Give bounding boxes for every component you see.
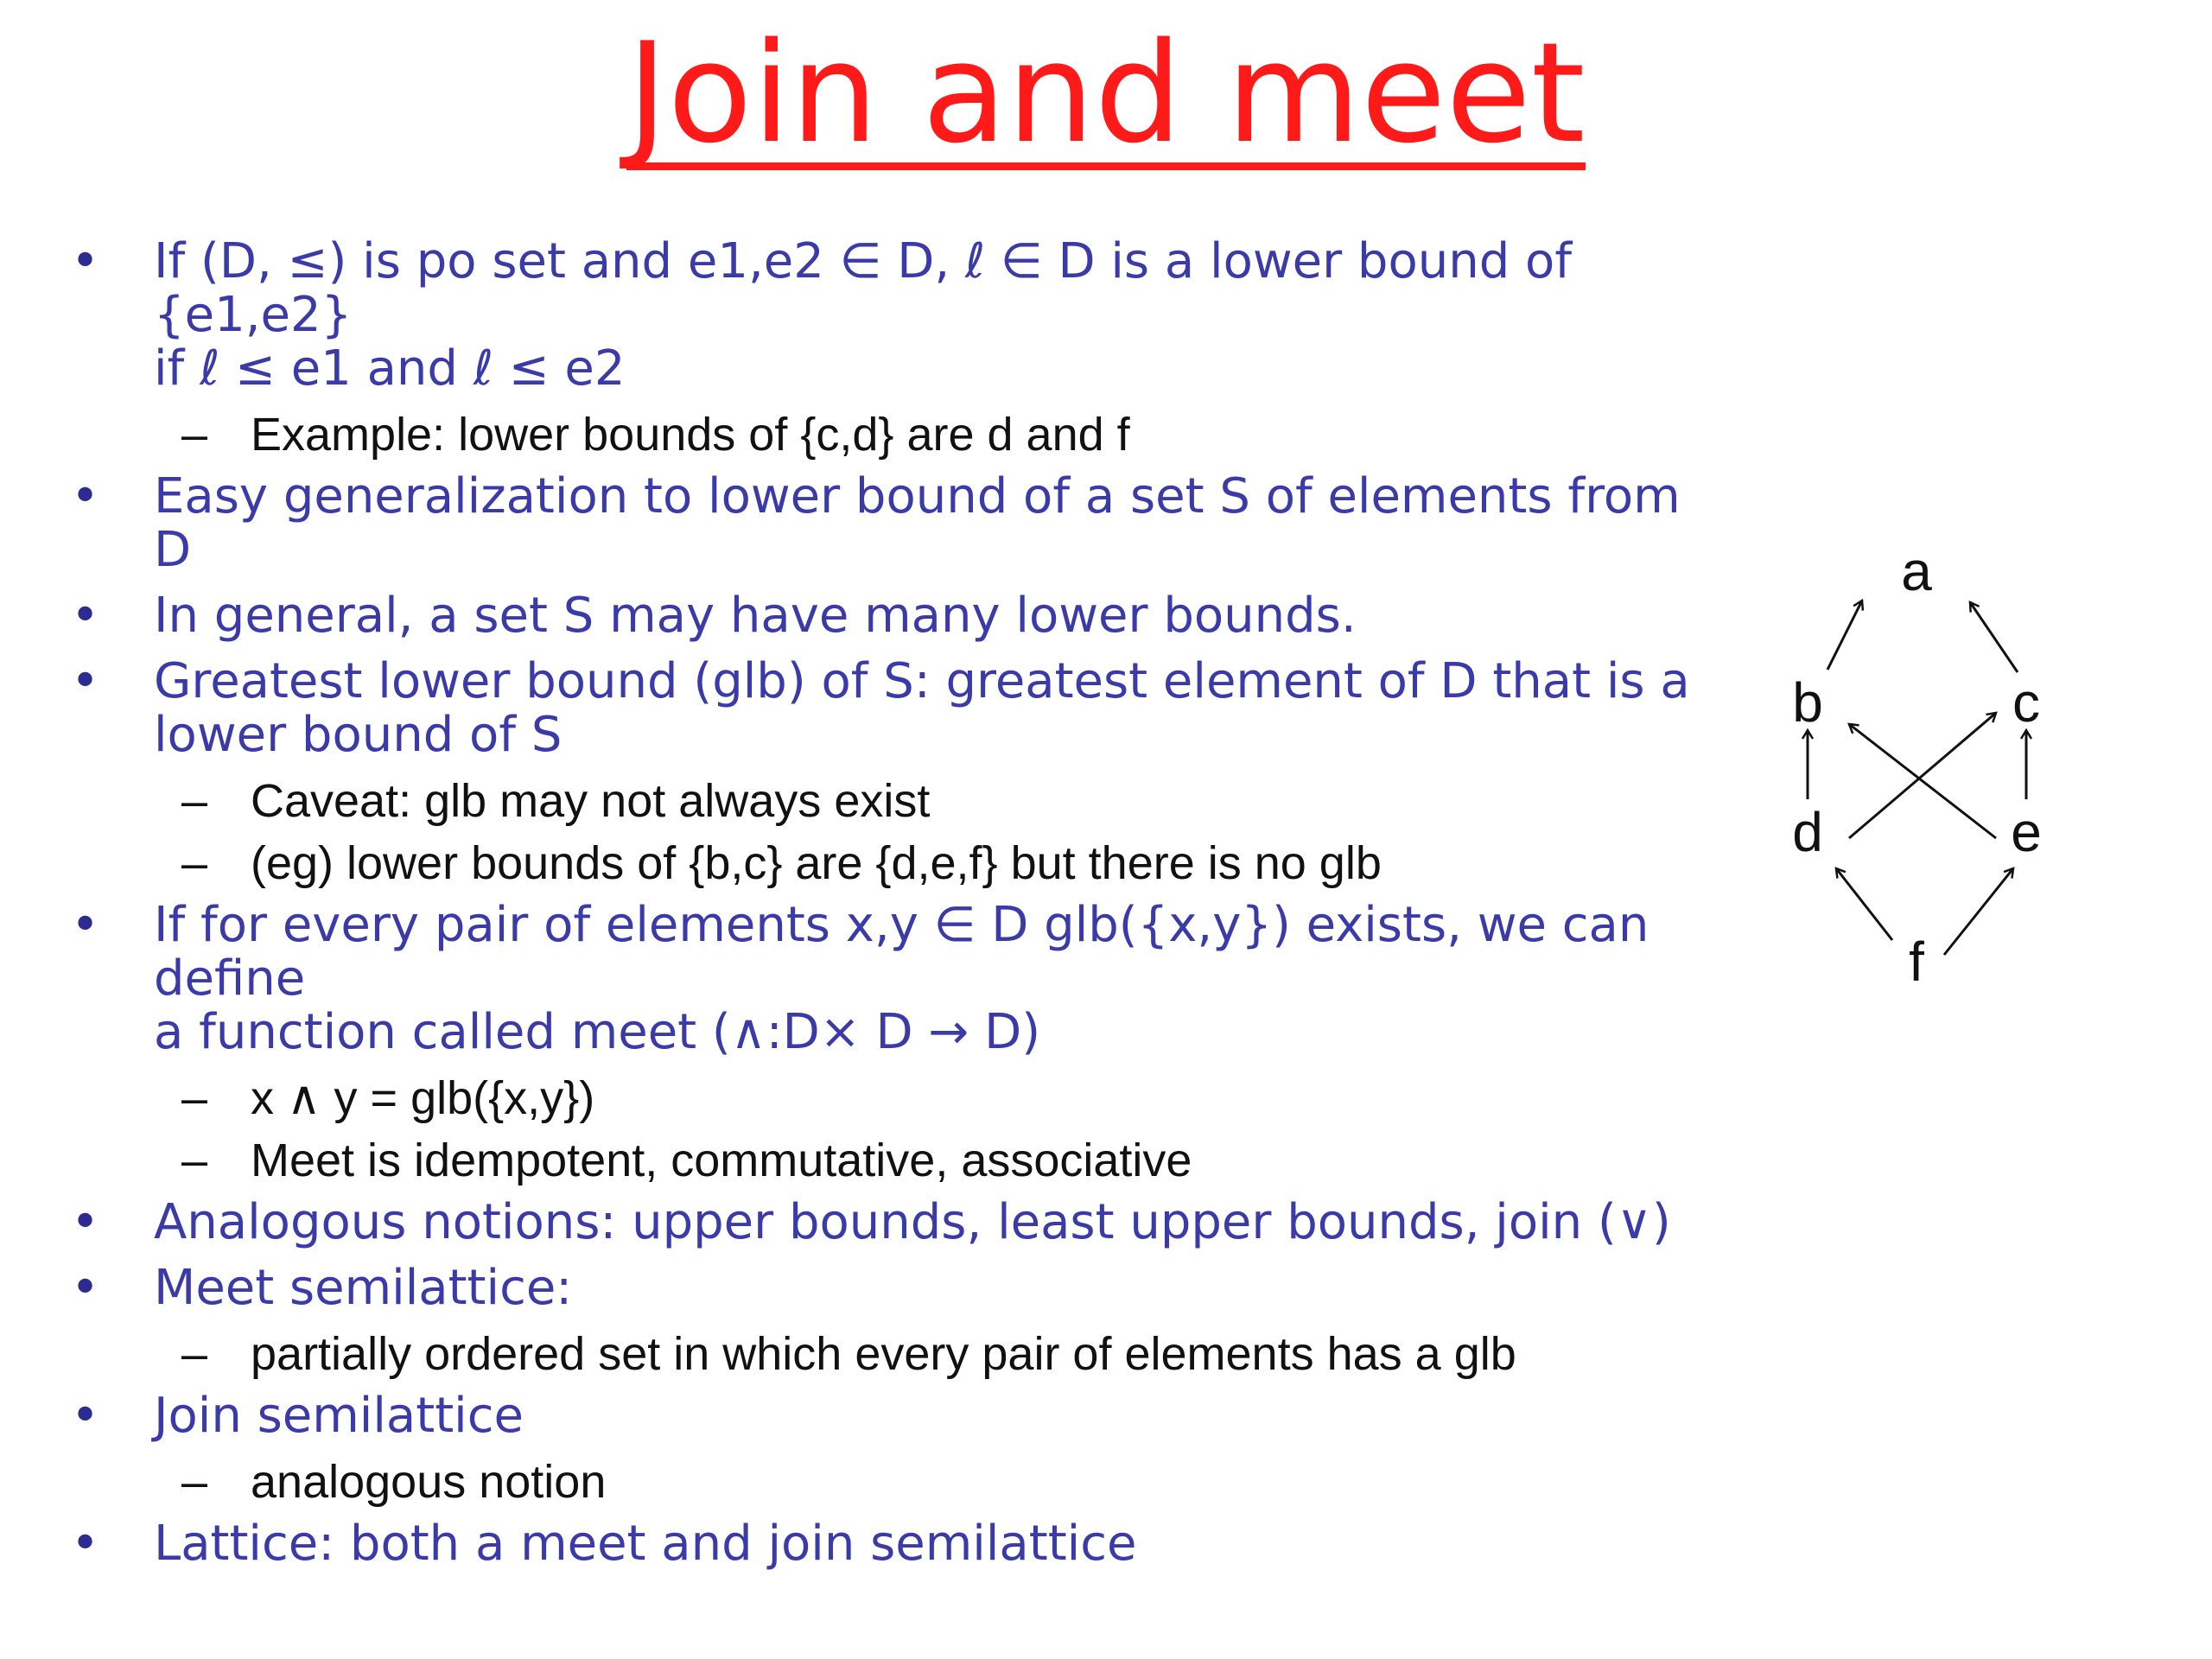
bullet-list [0,235,1728,1583]
sub-bullet-text: partially ordered set in which every pair of elements has a glb [251,1328,1516,1380]
hasse-diagram [1763,536,2091,1002]
bullet-line: In general, a set S may have many lower bounds. [154,588,1357,644]
bullet-dot: • [71,468,100,524]
slide-title [0,12,2212,174]
sub-bullet-dash: – [181,1328,208,1380]
edge-c-a [1970,602,2018,672]
bullet-dot: • [71,1260,100,1316]
bullet-item [0,1517,1728,1571]
edge-b-a [1827,601,1862,670]
edge-f-d [1836,868,1892,940]
sub-bullet-text: analogous notion [251,1456,607,1508]
bullet-line: if ℓ ≤ e1 and ℓ ≤ e2 [154,340,626,397]
bullet-dot: • [71,653,100,709]
bullet-dot: • [71,1388,100,1444]
bullet-dot: • [71,897,100,953]
bullet-item [0,589,1728,643]
node-e: e [2011,801,2042,863]
bullet-item [0,1196,1728,1249]
sub-bullet-item [0,836,1728,890]
sub-bullet-dash: – [181,775,208,827]
bullet-line: a function called meet (∧:D× D → D) [154,1004,1041,1060]
sub-bullet-text: Example: lower bounds of {c,d} are d and f [251,409,1130,461]
node-f: f [1909,931,1924,993]
bullet-item [0,235,1728,396]
bullet-item [0,655,1728,762]
node-c: c [2012,671,2040,734]
sub-bullet-item [0,408,1728,461]
sub-bullet-item [0,1455,1728,1509]
bullet-dot: • [71,1194,100,1250]
sub-bullet-text: Meet is idempotent, commutative, associative [251,1135,1192,1186]
edge-f-e [1944,868,2013,955]
bullet-line: Analogous notions: upper bounds, least upper bounds, join (∨) [154,1194,1671,1250]
sub-bullet-item [0,1071,1728,1125]
bullet-line: Easy generalization to lower bound of a set S of elements from D [154,468,1681,578]
bullet-item [0,1389,1728,1443]
bullet-line: Lattice: both a meet and join semilattice [154,1516,1137,1572]
sub-bullet-text: (eg) lower bounds of {b,c} are {d,e,f} but there is no glb [251,837,1382,889]
sub-bullet-dash: – [181,409,208,461]
sub-bullet-text: x ∧ y = glb({x,y}) [251,1072,595,1124]
sub-bullet-item [0,1327,1728,1381]
bullet-line: lower bound of S [154,707,563,763]
bullet-line: Meet semilattice: [154,1260,573,1316]
node-d: d [1792,801,1823,863]
sub-bullet-dash: – [181,837,208,889]
bullet-item [0,470,1728,577]
sub-bullet-dash: – [181,1456,208,1508]
bullet-item [0,899,1728,1059]
sub-bullet-item [0,1134,1728,1187]
bullet-dot: • [71,588,100,644]
bullet-dot: • [71,1516,100,1572]
node-b: b [1792,671,1823,734]
bullet-line: Join semilattice [154,1388,524,1444]
sub-bullet-dash: – [181,1135,208,1186]
bullet-line: If for every pair of elements x,y ∈ D glb({x,y}) exists, we can define [154,897,1649,1007]
edge-d-c [1849,713,1996,838]
slide-title-text: Join and meet [626,12,1586,174]
sub-bullet-dash: – [181,1072,208,1124]
bullet-line: Greatest lower bound (glb) of S: greatest element of D that is a [154,653,1690,709]
sub-bullet-item [0,774,1728,828]
bullet-item [0,1262,1728,1315]
bullet-line: If (D, ≤) is po set and e1,e2 ∈ D, ℓ ∈ D is a lower bound of {e1,e2} [154,233,1573,343]
node-a: a [1901,540,1932,602]
sub-bullet-text: Caveat: glb may not always exist [251,775,931,827]
bullet-dot: • [71,233,100,289]
